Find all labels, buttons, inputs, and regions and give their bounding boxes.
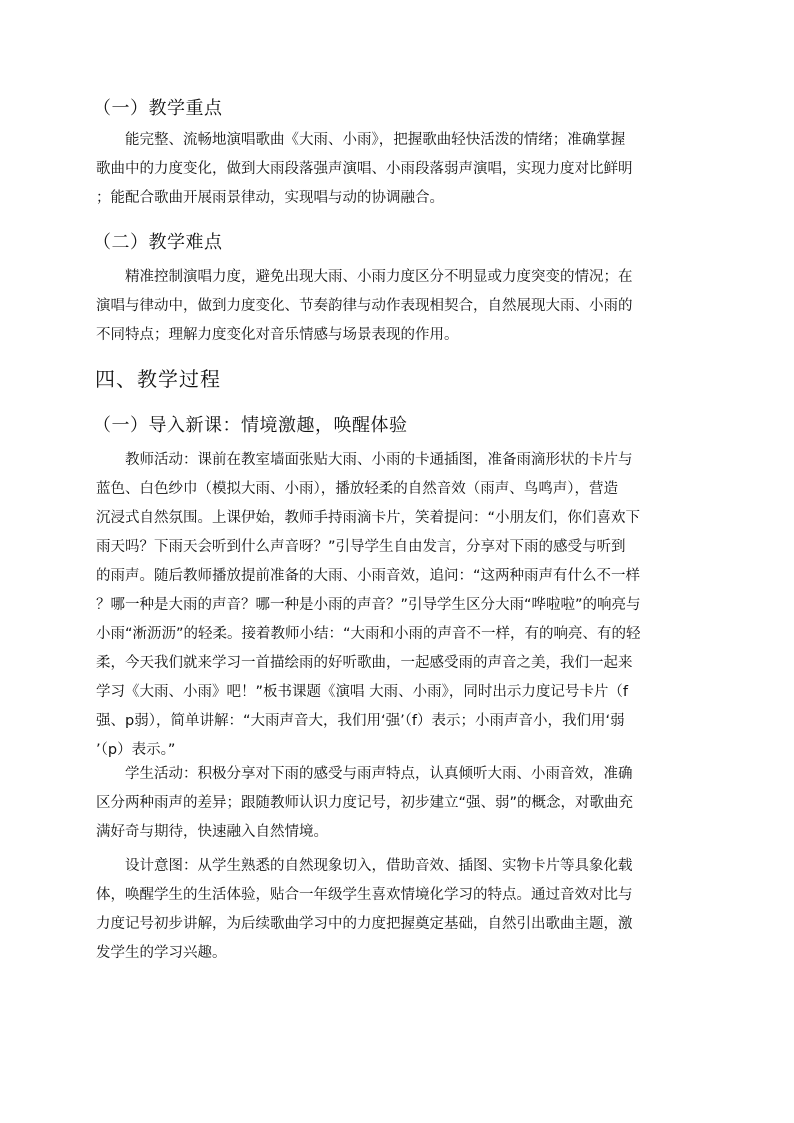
text-line: 设计意图：从学生熟悉的自然现象切入，借助音效、插图、实物卡片等具象化载 (125, 858, 633, 874)
section-heading-teaching-difficulty: （二）教学难点 (93, 232, 223, 253)
text-line: 发学生的学习兴趣。 (96, 945, 227, 961)
text-line: 沉浸式自然氛围。上课伊始，教师手持雨滴卡片，笑着提问：“小朋友们，你们喜欢下 (96, 510, 641, 526)
text-line: 强、p弱），简单讲解：“大雨声音大，我们用‘强’（f）表示；小雨声音小，我们用‘弱 (96, 713, 625, 729)
text-line: 教师活动：课前在教室墙面张贴大雨、小雨的卡通插图，准备雨滴形状的卡片与 (125, 452, 633, 468)
text-line: 精准控制演唱力度，避免出现大雨、小雨力度区分不明显或力度突变的情况；在 (125, 269, 633, 285)
text-line: 不同特点；理解力度变化对音乐情感与场景表现的作用。 (96, 327, 459, 343)
paragraph-teaching-focus (96, 126, 700, 213)
text-line: 体，唤醒学生的生活体验，贴合一年级学生喜欢情境化学习的特点。通过音效对比与 (96, 887, 633, 903)
text-line: 力度记号初步讲解，为后续歌曲学习中的力度把握奠定基础，自然引出歌曲主题，激 (96, 916, 633, 932)
text-line: ’（p）表示。” (96, 742, 176, 758)
paragraph-teaching-difficulty (96, 263, 700, 350)
text-line: ？哪一种是大雨的声音？哪一种是小雨的声音？”引导学生区分大雨“哗啦啦”的响亮与 (96, 597, 641, 613)
section-heading-introduction: （一）导入新课：情境激趣，唤醒体验 (93, 415, 408, 436)
text-line: 的雨声。随后教师播放提前准备的大雨、小雨音效，追问：“这两种雨声有什么不一样 (96, 568, 641, 584)
section-heading-teaching-focus: （一）教学重点 (93, 98, 223, 119)
text-line: 小雨“淅沥沥”的轻柔。接着教师小结：“大雨和小雨的声音不一样，有的响亮、有的轻 (96, 626, 641, 642)
text-line: 演唱与律动中，做到力度变化、节奏韵律与动作表现相契合，自然展现大雨、小雨的 (96, 298, 633, 314)
paragraph-teacher-activity (96, 446, 700, 765)
text-line: ；能配合歌曲开展雨景律动，实现唱与动的协调融合。 (96, 190, 444, 206)
text-line: 柔，今天我们就来学习一首描绘雨的好听歌曲，一起感受雨的声音之美，我们一起来 (96, 655, 633, 671)
paragraph-student-activity (96, 760, 700, 847)
text-line: 学生活动：积极分享对下雨的感受与雨声特点，认真倾听大雨、小雨音效，准确 (125, 766, 633, 782)
text-line: 区分两种雨声的差异；跟随教师认识力度记号，初步建立“强、弱”的概念，对歌曲充 (96, 795, 634, 811)
text-line: 雨天吗？下雨天会听到什么声音呀？”引导学生自由发言，分享对下雨的感受与听到 (96, 539, 626, 555)
chapter-heading-teaching-process: 四、教学过程 (95, 367, 221, 391)
text-line: 能完整、流畅地演唱歌曲《大雨、小雨》，把握歌曲轻快活泼的情绪；准确掌握 (125, 132, 626, 148)
paragraph-design-intent (96, 852, 700, 968)
text-line: 蓝色、白色纱巾（模拟大雨、小雨），播放轻柔的自然音效（雨声、鸟鸣声），营造 (96, 481, 618, 497)
text-line: 歌曲中的力度变化，做到大雨段落强声演唱、小雨段落弱声演唱，实现力度对比鲜明 (96, 161, 633, 177)
text-line: 学习《大雨、小雨》吧！”板书课题《演唱 大雨、小雨》，同时出示力度记号卡片（f (96, 684, 628, 700)
text-line: 满好奇与期待，快速融入自然情境。 (96, 824, 328, 840)
